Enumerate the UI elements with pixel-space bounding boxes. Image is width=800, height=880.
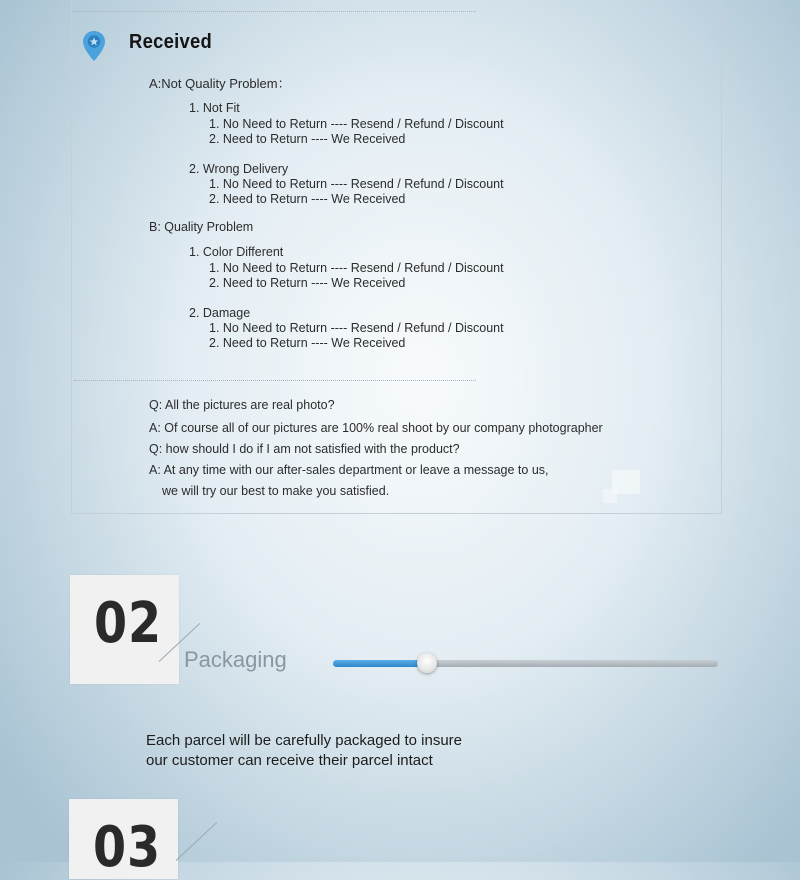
progress-slider[interactable] [333,660,718,667]
color-different-label: 1. Color Different [189,245,284,259]
option-text: 2. Need to Return ---- We Received [209,336,406,350]
section-number: 03 [93,815,161,880]
slider-knob[interactable] [417,653,437,673]
received-heading: Received [129,31,213,53]
option-text: 1. No Need to Return ---- Resend / Refund / Discount [209,117,504,131]
packaging-description: our customer can receive their parcel intact [146,752,433,769]
faq-answer: A: Of course all of our pictures are 100% real shoot by our company photographer [149,421,603,435]
damage-label: 2. Damage [189,306,251,320]
faq-answer: A: At any time with our after-sales department or leave a message to us, [149,463,549,477]
diagonal-divider [176,822,218,861]
progress-fill [333,660,427,667]
faq-question: Q: All the pictures are real photo? [149,398,335,412]
option-text: 2. Need to Return ---- We Received [209,276,406,290]
option-text: 1. No Need to Return ---- Resend / Refund / Discount [209,261,504,275]
option-text: 2. Need to Return ---- We Received [209,192,406,206]
faq-answer-continued: we will try our best to make you satisfied. [162,484,390,498]
not-fit-label: 1. Not Fit [189,101,240,115]
location-pin-icon [82,30,106,62]
divider-faq [74,380,476,381]
section-number: 02 [94,591,162,656]
quality-problem-title: B: Quality Problem [149,220,254,234]
divider-top [74,11,476,12]
option-text: 1. No Need to Return ---- Resend / Refund / Discount [209,321,504,335]
not-quality-problem-title: A:Not Quality Problem： [149,76,291,91]
faq-question: Q: how should I do if I am not satisfied with the product? [149,442,460,456]
wrong-delivery-label: 2. Wrong Delivery [189,162,289,176]
packaging-title: Packaging [184,647,287,672]
decorative-glare [603,489,617,503]
option-text: 2. Need to Return ---- We Received [209,132,406,146]
option-text: 1. No Need to Return ---- Resend / Refund / Discount [209,177,504,191]
packaging-description: Each parcel will be carefully packaged to insure [146,732,463,749]
